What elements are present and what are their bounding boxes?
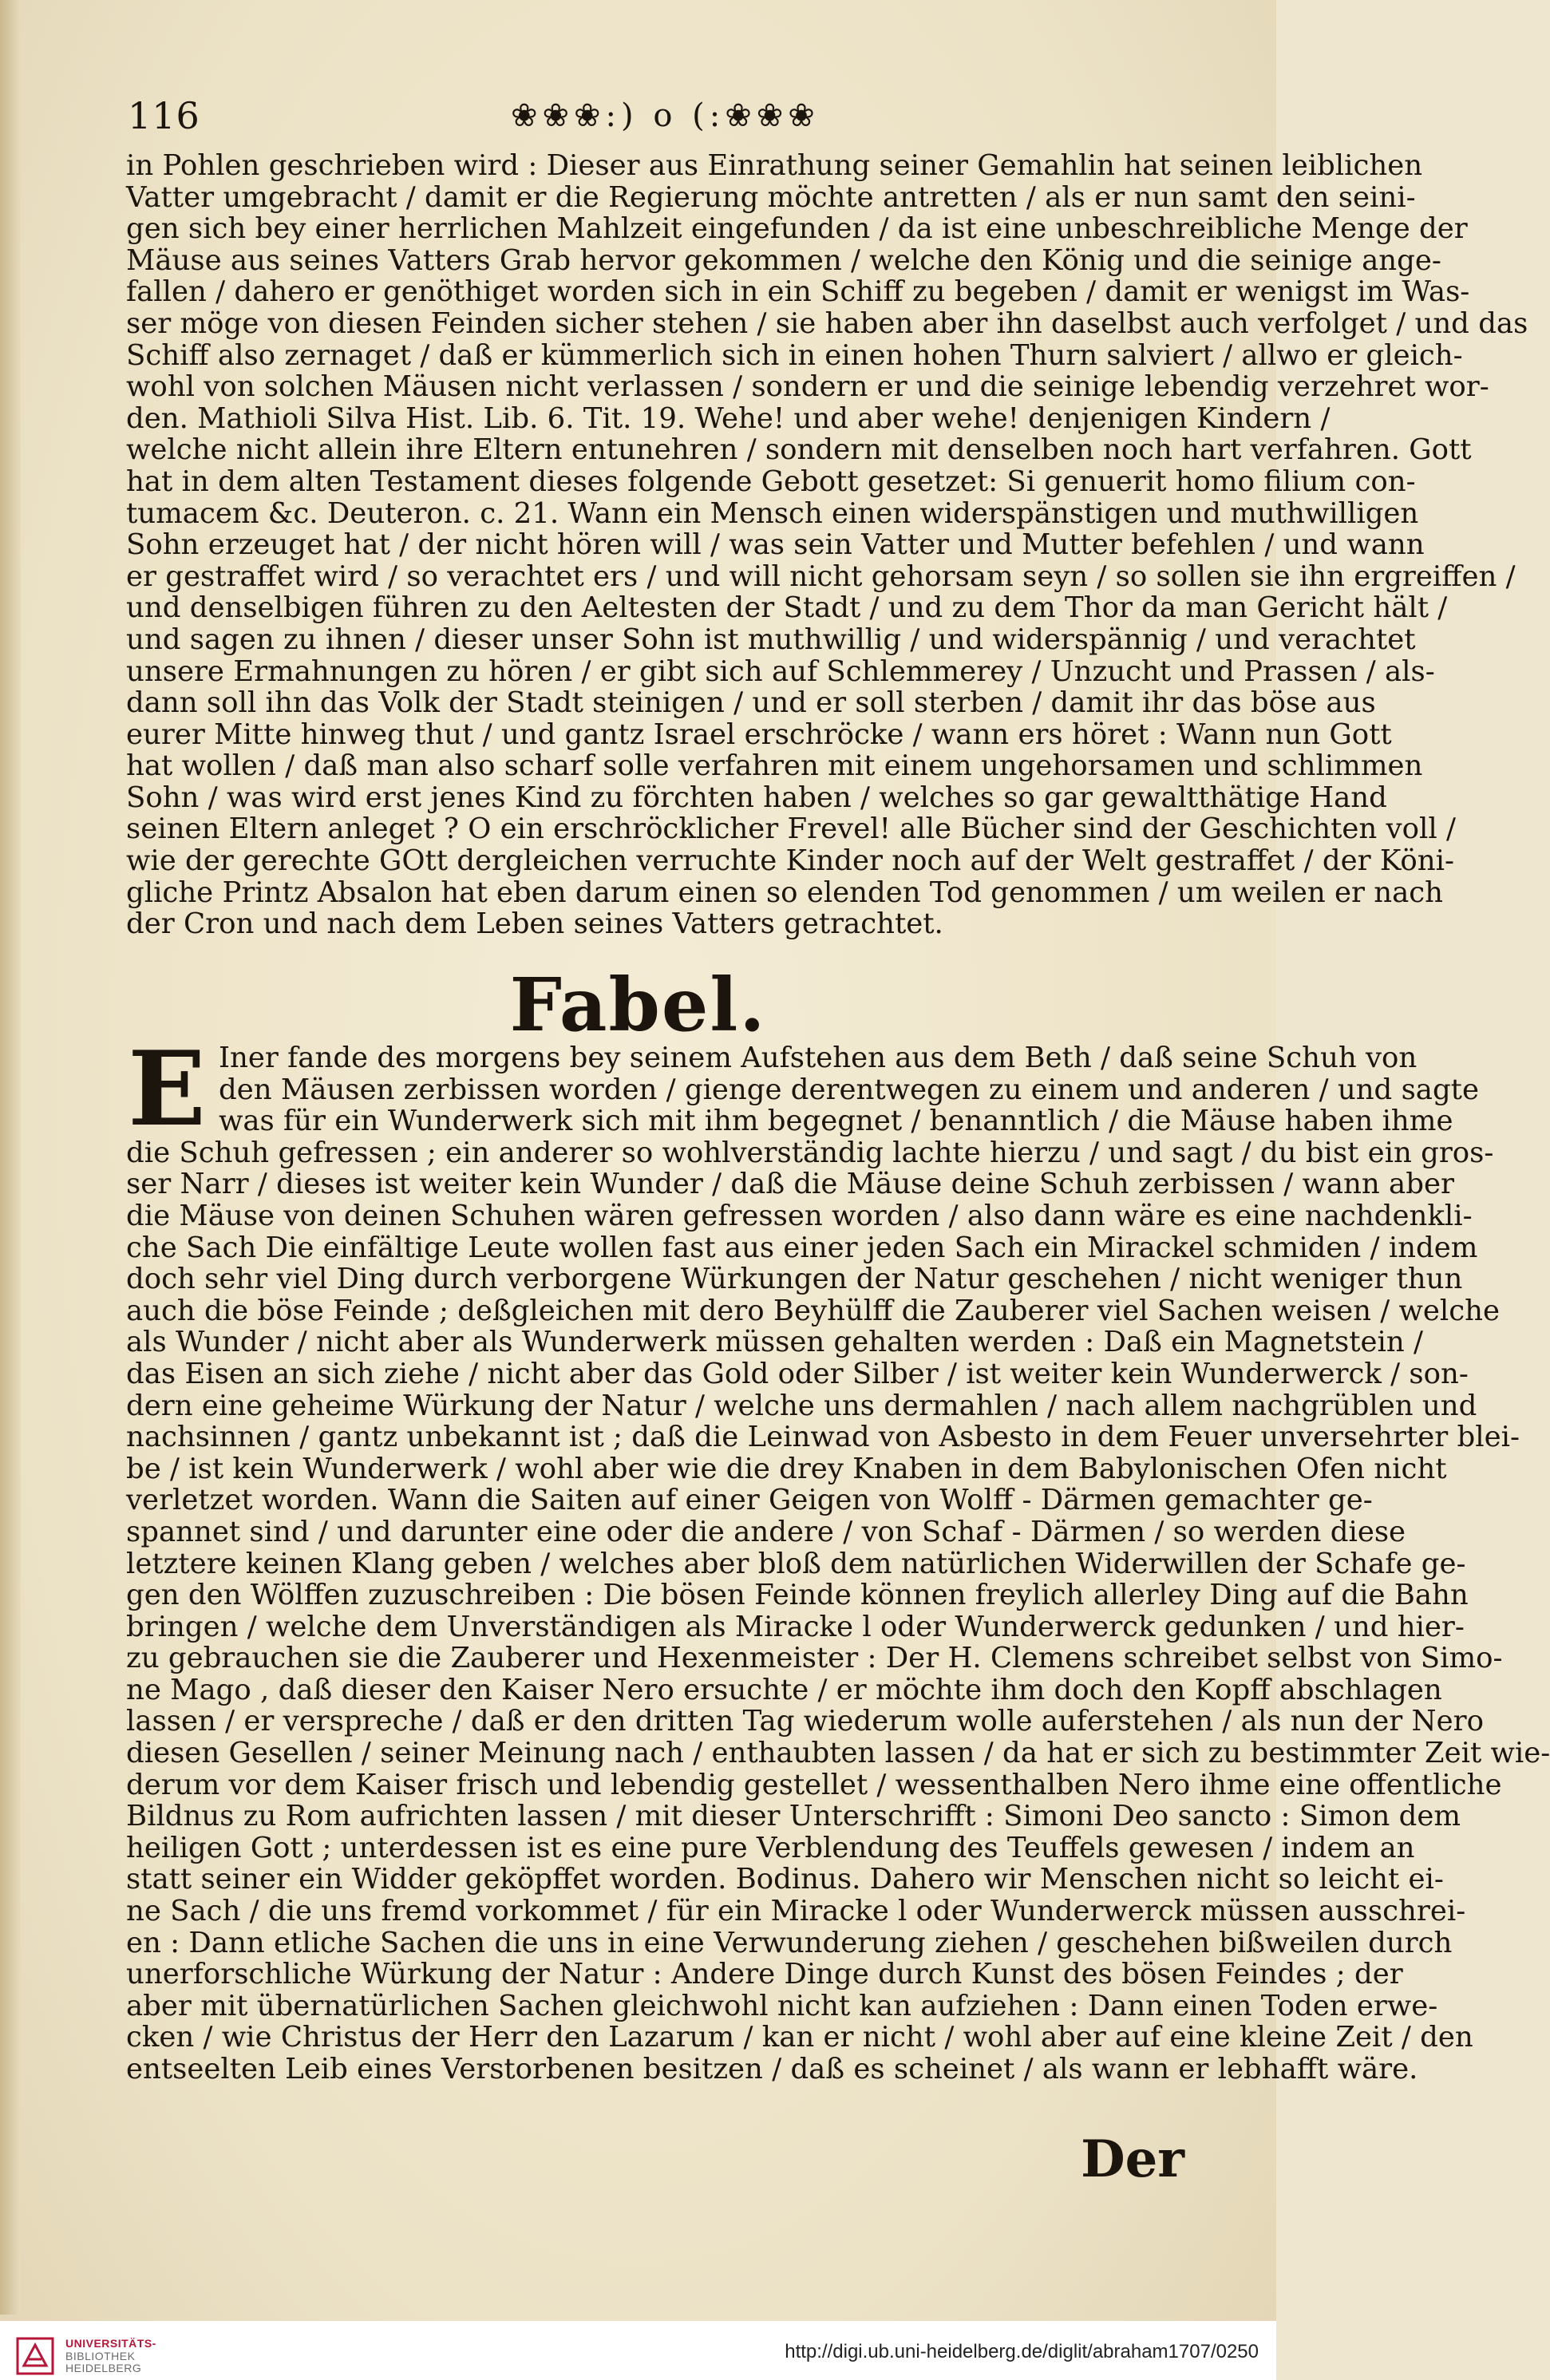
text-line: hat in dem alten Testament dieses folgende Gebott gesetzet: Si genuerit homo filium con-: [126, 465, 1416, 498]
text-line: verletzet worden. Wann die Saiten auf einer Geigen von Wolff - Därmen gemachter ge-: [126, 1484, 1373, 1517]
text-line: Iner fande des morgens bey seinem Aufstehen aus dem Beth / daß seine Schuh von: [219, 1042, 1418, 1074]
text-line: hat wollen / daß man also scharf solle verfahren mit einem ungehorsamen und schlimmen: [126, 749, 1423, 783]
drop-cap: E: [128, 1030, 206, 1149]
text-line: ser Narr / dieses ist weiter kein Wunder / daß die Mäuse deine Schuh zerbissen / wann aber: [126, 1168, 1454, 1201]
institution-line-3: HEIDELBERG: [65, 2362, 142, 2374]
institution-name: [65, 2338, 156, 2375]
institution-line-1: UNIVERSITÄTS-: [65, 2337, 156, 2350]
text-line: tumacem &c. Deuteron. c. 21. Wann ein Mensch einen widerspänstigen und muthwilligen: [126, 496, 1419, 530]
text-line: unerforschliche Würkung der Natur : Andere Dinge durch Kunst des bösen Feindes ; der: [126, 1958, 1403, 1991]
text-line: welche nicht allein ihre Eltern entunehren / sondern mit denselben noch hart verfahren. Gott: [126, 433, 1472, 467]
source-url-link[interactable]: http://digi.ub.uni-heidelberg.de/diglit/abraham1707/0250: [785, 2341, 1259, 2362]
text-line: derum vor dem Kaiser frisch und lebendig gestellet / wessenthalben Nero ihme eine offentliche: [126, 1768, 1502, 1801]
text-line: in Pohlen geschrieben wird : Dieser aus Einrathung seiner Gemahlin hat seinen leiblichen: [126, 149, 1423, 182]
text-line: die Mäuse von deinen Schuhen wären gefressen worden / also dann wäre es eine nachdenkli-: [126, 1199, 1473, 1232]
text-line: letztere keinen Klang geben / welches aber bloß dem natürlichen Widerwillen der Schafe ge-: [126, 1547, 1466, 1580]
text-line: be / ist kein Wunderwerk / wohl aber wie die drey Knaben in dem Babylonischen Ofen nicht: [126, 1452, 1447, 1485]
text-line: Schiff also zernaget / daß er kümmerlich sich in einen hohen Thurn salviert / allwo er gleich-: [126, 338, 1463, 372]
text-line: gen sich bey einer herrlichen Mahlzeit eingefunden / da ist eine unbeschreibliche Menge der: [126, 212, 1468, 246]
text-line: eurer Mitte hinweg thut / und gantz Israel erschröcke / wann ers höret : Wann nun Gott: [126, 718, 1392, 751]
text-line: als Wunder / nicht aber als Wunderwerk müssen gehalten werden : Daß ein Magnetstein /: [126, 1326, 1423, 1359]
text-line: er gestraffet wird / so verachtet ers / und will nicht gehorsam seyn / so sollen sie ihn ergreiffen /: [126, 559, 1516, 593]
text-line: ser möge von diesen Feinden sicher stehen / sie haben aber ihn daselbst auch verfolget / und das: [126, 306, 1528, 340]
text-line: fallen / dahero er genöthiget worden sich in ein Schiff zu begeben / damit er wenigst im Was-: [126, 275, 1470, 309]
paragraph-1: [126, 149, 1528, 941]
paragraph-2: [126, 1030, 1550, 2085]
text-line: wohl von solchen Mäusen nicht verlassen / sondern er und die seinige lebendig verzehret wor-: [126, 370, 1489, 404]
text-line: ne Sach / die uns fremd vorkommet / für ein Miracke l oder Wunderwerck müssen ausschrei-: [126, 1895, 1466, 1928]
text-line: die Schuh gefressen ; ein anderer so wohlverständig lachte hierzu / und sagt / du bist ein gros-: [126, 1136, 1494, 1169]
institution-line-2: BIBLIOTHEK: [65, 2349, 136, 2362]
text-line: gen den Wölffen zuzuschreiben : Die bösen Feinde können freylich allerley Ding auf die Bahn: [126, 1579, 1469, 1612]
text-line: che Sach Die einfältige Leute wollen fast aus einer jeden Sach ein Mirackel schmiden / indem: [126, 1231, 1478, 1264]
text-line: spannet sind / und darunter eine oder die andere / von Schaf - Därmen / so werden diese: [126, 1515, 1406, 1548]
page-header: [128, 89, 1197, 137]
text-line: heiligen Gott ; unterdessen ist es eine pure Verblendung des Teuffels gewesen / indem an: [126, 1831, 1415, 1864]
text-line: das Eisen an sich ziehe / nicht aber das Gold oder Silber / ist weiter kein Wunderwerck / son-: [126, 1357, 1469, 1390]
text-line: und denselbigen führen zu den Aeltesten der Stadt / und zu dem Thor da man Gericht hält /: [126, 591, 1448, 625]
page-number: 116: [128, 94, 200, 137]
page-edge: [0, 0, 21, 2315]
text-line: en : Dann etliche Sachen die uns in eine Verwunderung ziehen / geschehen bißweilen durch: [126, 1926, 1453, 1959]
text-line: ne Mago , daß dieser den Kaiser Nero ersuchte / er möchte ihm doch den Kopff abschlagen: [126, 1673, 1442, 1706]
text-line: Sohn erzeuget hat / der nicht hören will / was sein Vatter und Mutter befehlen / und wann: [126, 528, 1425, 562]
text-line: Mäuse aus seines Vatters Grab hervor gekommen / welche den König und die seinige ange-: [126, 243, 1441, 277]
section-title: Fabel.: [509, 962, 767, 1048]
text-line: entseelten Leib eines Verstorbenen besitzen / daß es scheinet / als wann er lebhafft wäre.: [126, 2053, 1418, 2085]
text-line: Vatter umgebracht / damit er die Regierung möchte antretten / als er nun samt den seini-: [126, 180, 1416, 214]
text-line: dern eine geheime Würkung der Natur / welche uns dermahlen / nach allem nachgrüblen und: [126, 1389, 1477, 1422]
text-line: was für ein Wunderwerk sich mit ihm begegnet / benanntlich / die Mäuse haben ihme: [219, 1105, 1453, 1138]
text-line: zu gebrauchen sie die Zauberer und Hexenmeister : Der H. Clemens schreibet selbst von Simo-: [126, 1642, 1503, 1675]
text-line: seinen Eltern anleget ? O ein erschröcklicher Frevel! alle Bücher sind der Geschichten voll /: [126, 812, 1456, 846]
university-seal-icon: [16, 2337, 54, 2375]
text-line: der Cron und nach dem Leben seines Vatters getrachtet.: [126, 907, 943, 941]
text-line: doch sehr viel Ding durch verborgene Würkungen der Natur geschehen / nicht weniger thun: [126, 1263, 1463, 1296]
text-line: Bildnus zu Rom aufrichten lassen / mit dieser Unterschrifft : Simoni Deo sancto : Simon dem: [126, 1800, 1461, 1833]
text-line: den Mäusen zerbissen worden / gienge derentwegen zu einem und anderen / und sagte: [219, 1073, 1479, 1106]
text-line: den. Mathioli Silva Hist. Lib. 6. Tit. 19. Wehe! und aber wehe! denjenigen Kindern /: [126, 401, 1331, 435]
text-line: nachsinnen / gantz unbekannt ist ; daß die Leinwad von Asbesto in dem Feuer unversehrter blei-: [126, 1421, 1520, 1454]
text-line: dann soll ihn das Volk der Stadt steinigen / und er soll sterben / damit ihr das böse aus: [126, 686, 1376, 720]
text-line: unsere Ermahnungen zu hören / er gibt sich auf Schlemmerey / Unzucht und Prassen / als-: [126, 654, 1435, 688]
text-line: lassen / er verspreche / daß er den dritten Tag wiederum wolle auferstehen / als nun der Nero: [126, 1705, 1484, 1738]
text-line: cken / wie Christus der Herr den Lazarum / kan er nicht / wohl aber auf eine kleine Zeit / den: [126, 2021, 1473, 2054]
text-line: aber mit übernatürlichen Sachen gleichwohl nicht kan aufziehen : Dann einen Toden erwe-: [126, 1989, 1438, 2022]
text-line: und sagen zu ihnen / dieser unser Sohn ist muthwillig / und widerspännig / und verachtet: [126, 623, 1416, 656]
text-line: wie der gerechte GOtt dergleichen verruchte Kinder noch auf der Welt gestraffet / der Köni-: [126, 844, 1454, 878]
header-ornament: ❀❀❀:) o (:❀❀❀: [511, 97, 820, 134]
text-line: bringen / welche dem Unverständigen als Miracke l oder Wunderwerck gedunken / und hier-: [126, 1610, 1465, 1643]
text-line: gliche Printz Absalon hat eben darum einen so elenden Tod genommen / um weilen er nach: [126, 876, 1444, 909]
catchword: Der: [1081, 2129, 1184, 2189]
text-line: diesen Gesellen / seiner Meinung nach / enthaubten lassen / da hat er sich zu bestimmter Zeit wie-: [126, 1737, 1550, 1770]
text-line: Sohn / was wird erst jenes Kind zu förchten haben / welches so gar gewaltthätige Hand: [126, 781, 1387, 814]
text-line: statt seiner ein Widder geköpffet worden. Bodinus. Dahero wir Menschen nicht so leicht ei-: [126, 1863, 1444, 1896]
text-line: auch die böse Feinde ; deßgleichen mit dero Beyhülff die Zauberer viel Sachen weisen / welche: [126, 1294, 1501, 1327]
